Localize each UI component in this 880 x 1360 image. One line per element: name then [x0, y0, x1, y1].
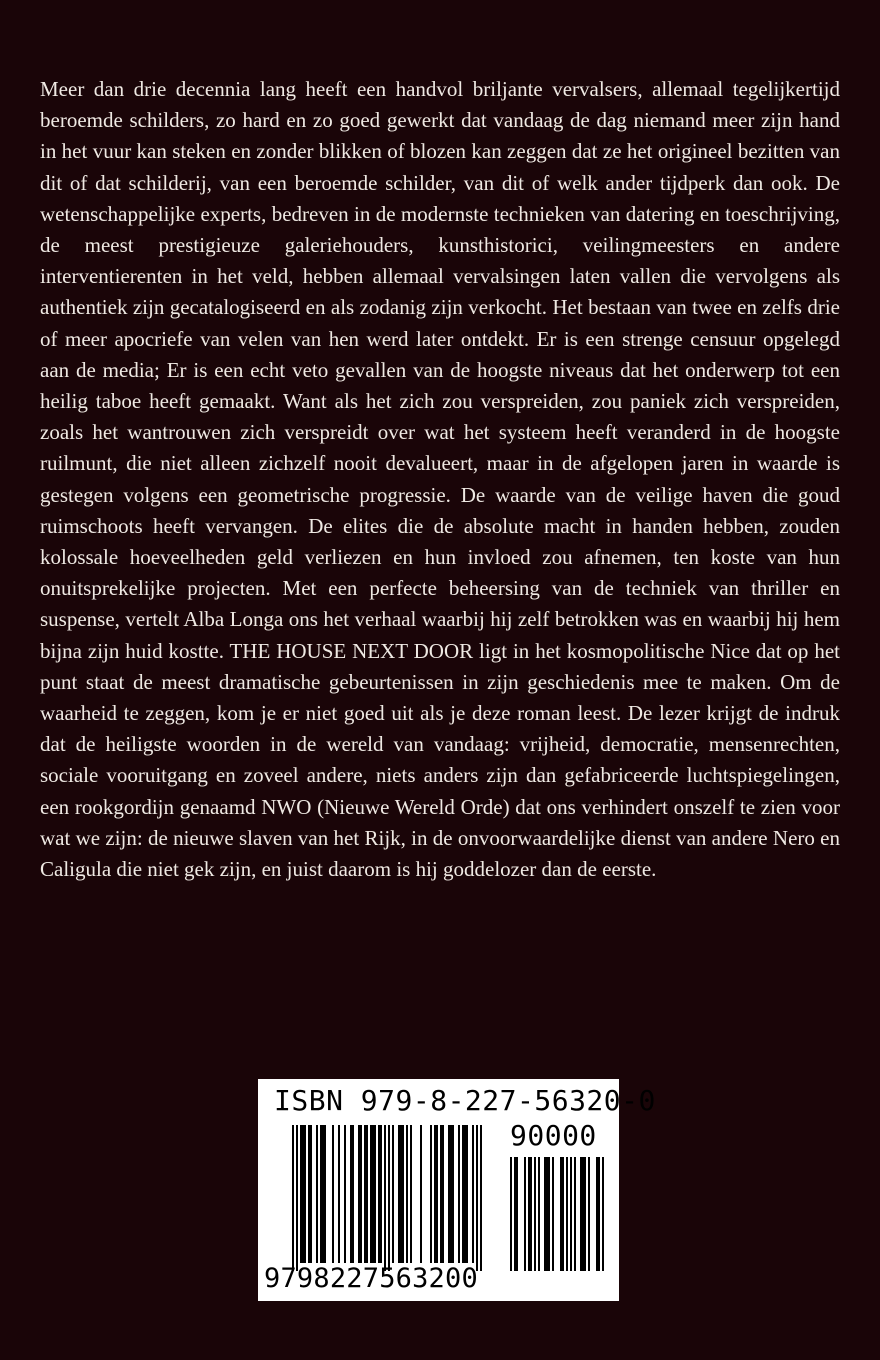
barcode-bar: [574, 1157, 576, 1271]
barcode-bar: [434, 1125, 438, 1263]
barcode-bar: [358, 1125, 362, 1263]
barcode-bar: [384, 1125, 386, 1271]
isbn-label: ISBN 979-8-227-56320-0: [274, 1084, 656, 1117]
barcode-bar: [398, 1125, 404, 1263]
barcode-bar: [534, 1157, 536, 1271]
barcode-bar: [528, 1157, 532, 1271]
barcode-bar: [430, 1125, 432, 1263]
barcode-bar: [472, 1125, 474, 1263]
barcode-bar: [440, 1125, 444, 1263]
barcode-bar: [296, 1125, 298, 1271]
barcode-bar: [332, 1125, 334, 1263]
barcode-bar: [538, 1157, 540, 1271]
barcode-bar: [544, 1157, 550, 1271]
price-addon-number: 90000: [510, 1119, 597, 1152]
barcode-bar: [480, 1125, 482, 1271]
barcode-bar: [448, 1125, 454, 1263]
barcode-bar: [420, 1125, 422, 1263]
barcode-bar: [410, 1125, 412, 1263]
barcode-bar: [588, 1157, 590, 1271]
barcode-bar: [406, 1125, 408, 1263]
barcode-bar: [316, 1125, 318, 1263]
barcode-bar: [300, 1125, 306, 1263]
barcode-bar: [308, 1125, 312, 1263]
barcode-bar: [596, 1157, 600, 1271]
barcode-bar: [580, 1157, 586, 1271]
barcode-bar: [388, 1125, 390, 1271]
barcode-bar: [364, 1125, 368, 1263]
book-blurb: Meer dan drie decennia lang heeft een handvol briljante vervalsers, allemaal tegelijkertijd beroemde schilders, zo hard en zo goed gewerkt dat vandaag de dag niemand meer zijn hand in het vuur kan steken en zonder blikken of blozen kan zeggen dat ze het origineel bezitten van dit of dat schilderij, van een beroemde schilder, van dit of welk ander tijdperk dan ook. De wetenschappelijke experts, bedreven in de modernste technieken van datering en toeschrijving, de meest prestigieuze galeriehouders, kunsthistorici, veilingmeesters en andere interventierenten in het veld, hebben allemaal vervalsingen laten vallen die vervolgens als authentiek zijn gecatalogiseerd en als zodanig zijn verkocht. Het bestaan van twee en zelfs drie of meer apocriefe van velen van hen werd later ontdekt. Er is een strenge censuur opgelegd aan de media; Er is een echt veto gevallen van de hoogste niveaus dat het onderwerp tot een heilig taboe heeft gemaakt. Want als het zich zou verspreiden, zou paniek zich verspreiden, zoals het wantrouwen zich verspreidt over wat het systeem heeft veranderd in de hoogste ruilmunt, die niet alleen zichzelf nooit devalueert, maar in de afgelopen jaren in waarde is gestegen volgens een geometrische progressie. De waarde van de veilige haven die goud ruimschoots heeft vervangen. De elites die de absolute macht in handen hebben, zouden kolossale hoeveelheden geld verliezen en hun invloed zou afnemen, ten koste van hun onuitsprekelijke projecten. Met een perfecte beheersing van de techniek van thriller en suspense, vertelt Alba Longa ons het verhaal waarbij hij zelf betrokken was en waarbij hij hem bijna zijn huid kostte. THE HOUSE NEXT DOOR ligt in het kosmopolitische Nice dat op het punt staat de meest dramatische gebeurtenissen in zijn geschiedenis mee te maken. Om de waarheid te zeggen, kom je er niet goed uit als je deze roman leest. De lezer krijgt de indruk dat de heiligste woorden in de wereld van vandaag: vrijheid, democratie, mensenrechten, sociale vooruitgang en zoveel andere, niets anders zijn dan gefabriceerde luchtspiegelingen, een rookgordijn genaamd NWO (Nieuwe Wereld Orde) dat ons verhindert onszelf te zien voor wat we zijn: de nieuwe slaven van het Rijk, in de onvoorwaardelijke dienst van andere Nero en Caligula die niet gek zijn, en juist daarom is hij goddelozer dan de eerste.: [40, 77, 840, 882]
barcode-bar: [560, 1157, 564, 1271]
barcode-bar: [566, 1157, 568, 1271]
barcode-bar: [514, 1157, 518, 1271]
barcode-bar: [524, 1157, 526, 1271]
ean-digits: 9798227563200: [264, 1263, 478, 1294]
barcode-bar: [458, 1125, 460, 1263]
barcode-bar: [292, 1125, 294, 1271]
barcode-bar: [510, 1157, 512, 1271]
isbn-barcode: [258, 1079, 656, 1301]
barcode-bar: [338, 1125, 340, 1263]
barcode-bar: [378, 1125, 382, 1263]
barcode-bar: [476, 1125, 478, 1271]
barcode-bar: [570, 1157, 572, 1271]
barcode-bar: [370, 1125, 376, 1263]
barcode-bar: [552, 1157, 554, 1271]
barcode-bar: [320, 1125, 326, 1263]
barcode-bar: [350, 1125, 354, 1263]
barcode-bar: [462, 1125, 468, 1263]
barcode-bar: [602, 1157, 604, 1271]
barcode-bar: [392, 1125, 394, 1263]
barcode-bar: [344, 1125, 346, 1263]
